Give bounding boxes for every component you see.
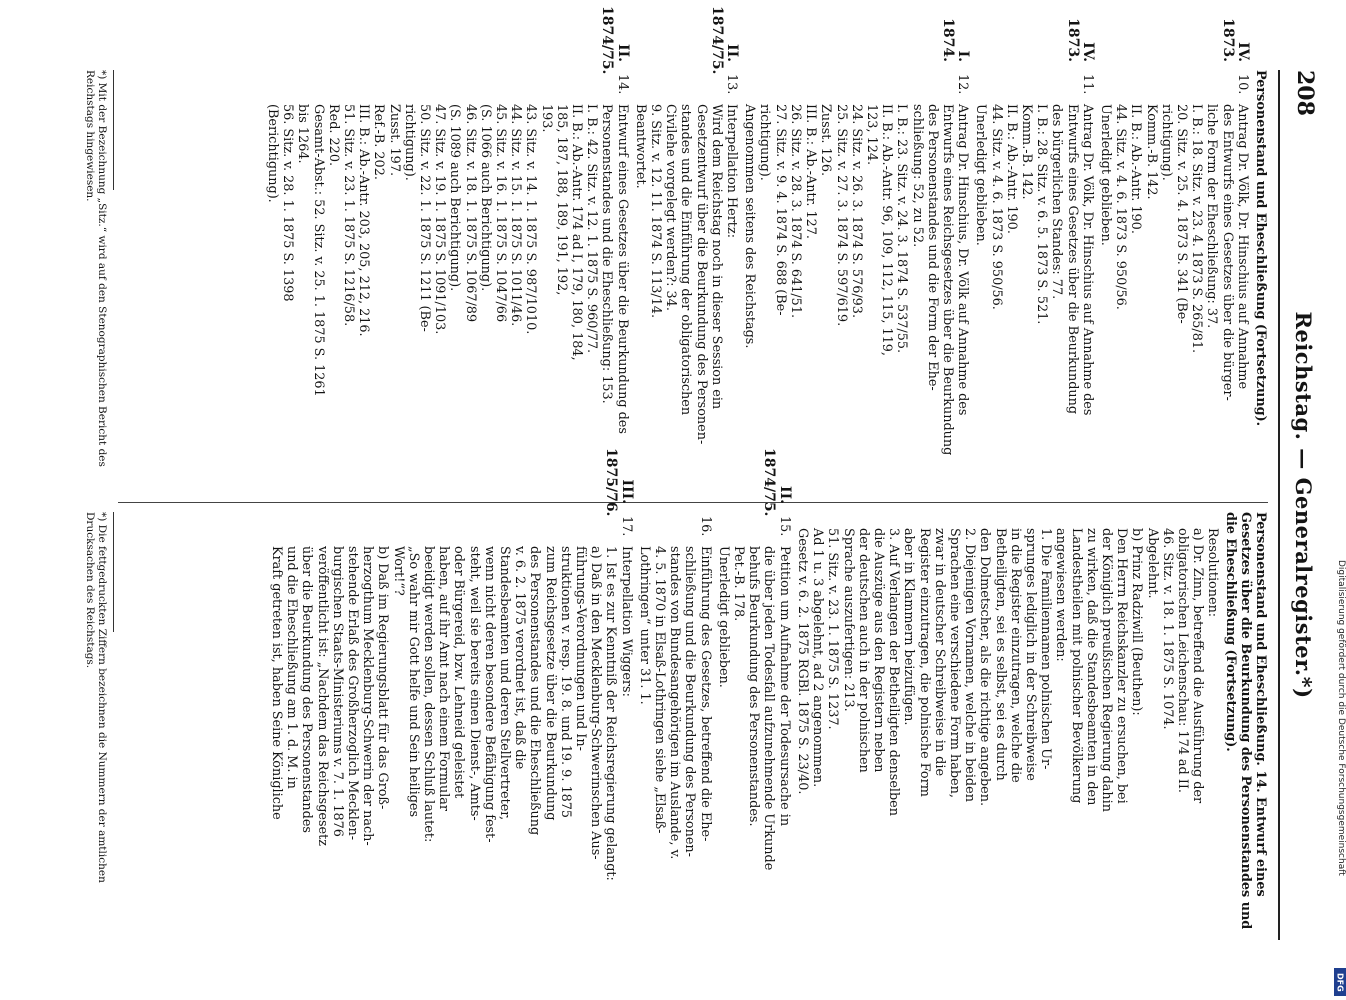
entry-line: 44. Sitz. v. 4. 6. 1873 S. 950/56. (1113, 104, 1129, 310)
entry-line: liche Form der Eheschließung: 37. (1204, 104, 1220, 329)
section-title-left: Personenstand und Eheschließung (Fortsetzung). (1253, 70, 1268, 427)
entry-line: über die Beurkundung des Personenstandes (299, 546, 315, 833)
resolution-line: in die Register einzutragen, welche die (1007, 528, 1023, 783)
resolution-line: Den Herrn Reichskanzler zu ersuchen, bei (1114, 528, 1130, 804)
entry-line: Ref.-B. 202. (371, 104, 387, 180)
entry-line: „So wahr mir Gott helfe und Sein heiliges (405, 546, 421, 818)
register-entry (632, 6, 741, 502)
entry-line: Unerledigt geblieben. (715, 546, 731, 688)
entry-line: I. B.: 18. Sitz. v. 23. 4. 1873 S. 265/81. (1189, 104, 1205, 354)
entry-line: Unerledigt geblieben. (1097, 104, 1113, 246)
entry-line: standes und die Einführung der obligatorischen (678, 104, 694, 416)
entry-line: 44. Sitz. v. 4. 6. 1873 S. 950/56. (988, 104, 1004, 310)
page-title: Reichstag. — Generalregister.*) (1291, 311, 1316, 699)
resolution-line: zu wirken, daß die Standesbeamten in den (1083, 528, 1099, 806)
entry-number: 11. (1079, 74, 1095, 95)
entry-line: herzogthum Mecklenburg-Schwerin der nach- (360, 546, 376, 846)
entry-line: 44. Sitz. v. 15. 1. 1875 S. 1011/46. (508, 104, 524, 327)
entry-line: 185, 187, 188, 189, 191, 192, (553, 104, 569, 296)
entry-line: des bürgerlichen Standes: 77. (1049, 104, 1065, 300)
resolution-line: a) Dr. Zinn, betreffend die Ausführung der (1190, 528, 1206, 804)
entry-number: 14. (614, 74, 630, 95)
session-mark: I. 1874. (939, 18, 972, 62)
entry-line: Interpellation Hertz: (724, 104, 740, 239)
entry-line: 56. Sitz. v. 28. 1. 1875 S. 1398 (280, 104, 296, 302)
entry-line: 1. Ist es zur Kenntniß der Reichsregierung gelangt: (603, 546, 619, 881)
register-entry (637, 512, 713, 944)
entry-line: 46. Sitz. v. 18. 1. 1875 S. 1067/89 (462, 104, 478, 323)
resolution-line: 46. Sitz. v. 18. 1. 1875 S. 1074. (1159, 528, 1175, 730)
entry-line: II. B.: Ab.-Antr. 96, 109, 112, 115, 119, (879, 104, 895, 356)
entry-line: richtigung). (1158, 104, 1174, 181)
entry-line: beeidigt werden sollen, dessen Schluß lautet: (421, 546, 437, 843)
register-entry (1097, 18, 1251, 502)
entry-line: Angenommen seitens des Reichstags. (742, 104, 758, 349)
resolution-line: angewiesen werden: (1053, 528, 1069, 662)
resolution-line: Landestheilen mit polnischer Bevölkerung (1068, 528, 1084, 804)
entry-line: schließung und die Beurkundung des Personen- (682, 546, 698, 857)
resolution-line: b) Prinz Radziwill (Beuthen): (1129, 528, 1145, 716)
entry-line: des Personenstandes und die Eheschließung (527, 546, 543, 836)
entry-line: 43. Sitz. v. 14. 1. 1875 S. 987/1010. (523, 104, 539, 335)
header-rule (1278, 70, 1280, 940)
entry-line: 45. Sitz. v. 16. 1. 1875 S. 1047/66 (493, 104, 509, 323)
entry-line: Gesamt-Abst.: 52. Sitz. v. 25. 1. 1875 S. 1261 (310, 104, 326, 397)
resolution-line: sprunges lediglich in der Schreibweise (1022, 528, 1038, 781)
resolution-line: Betheiligten, sei es selbst, sei es durch (992, 528, 1008, 781)
entry-line: 25. Sitz. v. 27. 3. 1874 S. 597/619. (833, 104, 849, 327)
resolutions-block (795, 512, 1221, 944)
left-entries (265, 6, 1251, 517)
resolution-line: die Auszüge aus den Registern neben (870, 528, 886, 773)
entry-line: II. B.: Ab.-Antr. 190. (1128, 104, 1144, 234)
entry-line: veröffentlicht ist: „Nachdem das Reichsgesetz (314, 546, 330, 847)
entry-line: Wort!“? (390, 546, 406, 596)
resolution-line: Resolutionen: (1205, 528, 1221, 618)
entry-line: I. B.: 28. Sitz. v. 6. 5. 1873 S. 521. (1034, 104, 1050, 325)
entry-line: oder Bürgereid, bzw. Lehneid geleistet (451, 546, 467, 799)
entry-line: Komm.-B. 142. (1018, 104, 1034, 200)
resolution-line: Sprache auszufertigen: 213. (840, 528, 856, 712)
entry-line: Entwurfs eines Reichsgesetzes über die Beurkundung (939, 104, 955, 456)
right-entries (269, 448, 793, 944)
resolution-line: 2. Diejenigen Vornamen, welche in beiden (962, 528, 978, 802)
resolution-line: der Königlich preußischen Regierung dahin (1098, 528, 1114, 813)
entry-line: Wird dem Reichstag noch in dieser Session ein (708, 104, 724, 410)
entry-line: Entwurfs eines Gesetzes über die Beurkundung (1064, 104, 1080, 415)
entry-line: zum Reichsgesetze über die Beurkundung (542, 546, 558, 821)
resolution-line: der deutschen auch in der polnischen (855, 528, 871, 773)
entry-line: des Personenstandes und die Form der Ehe- (924, 104, 940, 391)
entry-line: 9. Sitz. v. 12. 11. 1874 S. 113/14. (648, 104, 664, 319)
entry-line: 26. Sitz. v. 28. 3. 1874 S. 641/51. (787, 104, 803, 319)
entry-number: 12. (955, 74, 971, 95)
resolution-line: zwar in deutscher Schreibweise in die (931, 528, 947, 777)
right-column (269, 448, 1268, 944)
footnote-right: *) Die fettgedruckten Ziffern bezeichnen die Nummern der amtlichen Drucksachen des Reichstags. (84, 512, 108, 883)
entry-line: Personenstandes und die Eheschließung: 153. (599, 104, 615, 404)
entry-number: 10. (1234, 74, 1250, 95)
entry-line: haben, auf ihr Amt nach einem Formular (436, 546, 452, 812)
entry-line: Pet.-B. 178. (731, 546, 747, 622)
resolution-line: Ad 1 u. 3 abgelehnt, ad 2 angenommen. (810, 528, 826, 788)
resolution-line: Register einzutragen, die polnische Form (916, 528, 932, 797)
entry-line: Entwurf eines Gesetzes über die Beurkundung des (614, 104, 630, 434)
page-header (1288, 70, 1318, 940)
resolution-line: Gesetz v. 6. 2. 1875 RGBl. 1875 S. 23/40. (794, 528, 810, 795)
entry-line: Gesetzentwurf über die Beurkundung des Personen- (693, 104, 709, 445)
entry-line: stehende Erlaß des Großherzoglich Mecklen- (345, 546, 361, 841)
entry-line: Antrag Dr. Völk, Dr. Hinschius auf Annahme des (1079, 104, 1095, 416)
entry-line: Komm.-B. 142. (1143, 104, 1159, 200)
resolution-line: 1. Die Familiennamen polnischen Ur- (1038, 528, 1054, 770)
entry-line: Antrag Dr. Völk, Dr. Hinschius auf Annahme (1234, 104, 1250, 390)
entry-line: schließung: 52, zu 52. (909, 104, 925, 248)
entry-line: Unerledigt geblieben. (973, 104, 989, 246)
entry-line: richtigung). (757, 104, 773, 181)
entry-line: Lothringen“ unter 31. 1. (636, 546, 652, 705)
entry-line: Red. 220. (325, 104, 341, 167)
entry-line: (S. 1066 auch Berichtigung). (477, 104, 493, 292)
register-entry (973, 18, 1096, 502)
dfg-logo: DFG (1334, 968, 1346, 996)
entry-line: führungs-Verordnungen und In- (573, 546, 589, 751)
resolution-line: obligatorischen Leichenschau: 174 ad II. (1174, 528, 1190, 793)
session-mark: II. 1874/75. (599, 6, 631, 75)
entry-line: Interpellation Wiggers: (618, 546, 634, 697)
entry-line: 27. Sitz. v. 9. 4. 1874 S. 688 (Be- (772, 104, 788, 316)
entry-line: 51. Sitz. v. 23. 1. 1875 S. 1216/58. (341, 104, 357, 327)
entry-number: 13. (724, 74, 740, 95)
entry-number: 15. (776, 516, 792, 537)
entry-line: burgischen Staats-Ministeriums v. 7. 1. 1876 (329, 546, 345, 837)
footnote-rule-left (113, 70, 114, 190)
resolution-line: aber in Klammern beizufügen. (901, 528, 917, 726)
entry-line: I. B.: 42. Sitz. v. 12. 1. 1875 S. 960/77. (584, 104, 600, 354)
entry-line: 20. Sitz. v. 25. 4. 1873 S. 341 (Be- (1173, 104, 1189, 324)
entry-line: bis 1264. (295, 104, 311, 164)
session-mark: IV. 1873. (1219, 18, 1251, 62)
entry-line: des Entwurfs eines Gesetzes über die bürger- (1219, 104, 1235, 401)
entry-line: standes von Bundesangehörigen im Auslande, v. (667, 546, 683, 860)
resolution-line: 51. Sitz. v. 23. 1. 1875 S. 1237. (825, 528, 841, 730)
entry-line: I. B.: 23. Sitz. v. 24. 3. 1874 S. 537/55. (894, 104, 910, 354)
register-entry (742, 18, 972, 517)
entry-line: (Berichtigung). (265, 104, 280, 203)
resolution-line: Sprachen eine verschiedene Form haben, (946, 528, 962, 798)
session-mark: III. 1875/76. (603, 448, 635, 517)
digitization-credit: Digitalisierung gefördert durch die Deutsche Forschungsgemeinschaft (1336, 560, 1346, 876)
entry-line: 47. Sitz. v. 19. 1. 1875 S. 1091/103. (432, 104, 448, 335)
entry-line: steht, weil sie bereits einen Dienst-, Amts- (466, 546, 482, 821)
entry-line: (S. 1089 auch Berichtigung). (447, 104, 463, 292)
entry-line: v. 6. 2. 1875 verordnet ist, daß die (512, 546, 528, 770)
entry-number: 16. (697, 516, 713, 537)
session-mark: IV. 1873. (1064, 18, 1096, 62)
entry-line: III. B.: Ab.-Antr. 203, 205, 212, 216. (356, 104, 372, 337)
session-mark: II. 1874/75. (761, 448, 793, 517)
entry-line: a) Daß in den Mecklenburg-Schwerinschen Aus- (588, 546, 604, 860)
entry-line: struktionen v. resp. 19. 8. und 19. 9. 1875 (557, 546, 573, 819)
session-mark: II. 1874/75. (708, 6, 741, 75)
entry-line: III. B.: Ab.-Antr. 127. (803, 104, 819, 239)
entry-line: 4. 5. 1870 in Elsaß-Lothringen siehe „Elsaß- (652, 546, 668, 834)
resolution-line: den Dolmetscher, als die richtige angeben. (977, 528, 993, 807)
entry-line: richtigung). (401, 104, 417, 181)
entry-line: Zusst. 197. (386, 104, 402, 177)
left-column (265, 6, 1268, 517)
column-divider (118, 502, 1268, 503)
entry-line: Einführung des Gesetzes, betreffend die Ehe- (697, 546, 713, 842)
entry-line: Beantwortet. (632, 104, 648, 189)
page-number: 208 (1292, 70, 1318, 116)
resolution-line: Abgelehnt. (1144, 528, 1160, 599)
section-title-right: Personenstand und Eheschließung. 14. Entwurf eines Gesetzes über die Beurkundung des Personenstandes und die Eheschließung (Fortsetzung). (1222, 512, 1268, 930)
entry-line: Standesbeamten und deren Stellvertreter, (497, 546, 513, 821)
register-entry (269, 448, 635, 944)
entry-line: Petition um Aufnahme der Todesursache in (776, 546, 792, 827)
resolution-line: 3. Auf Verlangen der Betheiligten denselben (886, 528, 902, 816)
entry-line: 123, 124. (863, 104, 879, 166)
entry-line: b) Daß im Regierungsblatt für das Groß- (375, 546, 391, 810)
entry-line: die über jeden Todesfall aufzunehmende Urkunde (761, 546, 777, 871)
entry-line: 193. (538, 104, 554, 133)
register-entry (265, 6, 631, 502)
entry-line: und die Eheschließung am 1. d. M. in (284, 546, 300, 789)
entry-line: Antrag Dr. Hinschius, Dr. Völk auf Annahme des (955, 104, 971, 416)
entry-line: wenn nicht deren besondere Befähigung fest- (481, 546, 497, 843)
footnote-left: *) Mit der Bezeichnung „Sitz.“ wird auf den Stenographischen Bericht des Reichstags hingewiesen. (84, 70, 108, 467)
entry-line: behufs Beurkundung des Personenstandes. (746, 546, 762, 827)
register-entry (715, 448, 793, 944)
entry-line: 50. Sitz. v. 22. 1. 1875 S. 1211 (Be- (417, 104, 433, 332)
footnote-rule-right (113, 512, 114, 632)
entry-line: II. B.: Ab.-Antr. 174 ad I, 179, 180, 184, (569, 104, 585, 361)
entry-number: 17. (618, 516, 634, 537)
entry-line: Zusst. 126. (818, 104, 834, 177)
entry-line: Civilehe vorgelegt werden?: 34. (663, 104, 679, 311)
entry-line: II. B.: Ab.-Antr. 190. (1003, 104, 1019, 234)
entry-line: Kraft getreten ist, haben Seine Königliche (269, 546, 284, 820)
entry-line: 24. Sitz. v. 26. 3. 1874 S. 576/93. (848, 104, 864, 319)
